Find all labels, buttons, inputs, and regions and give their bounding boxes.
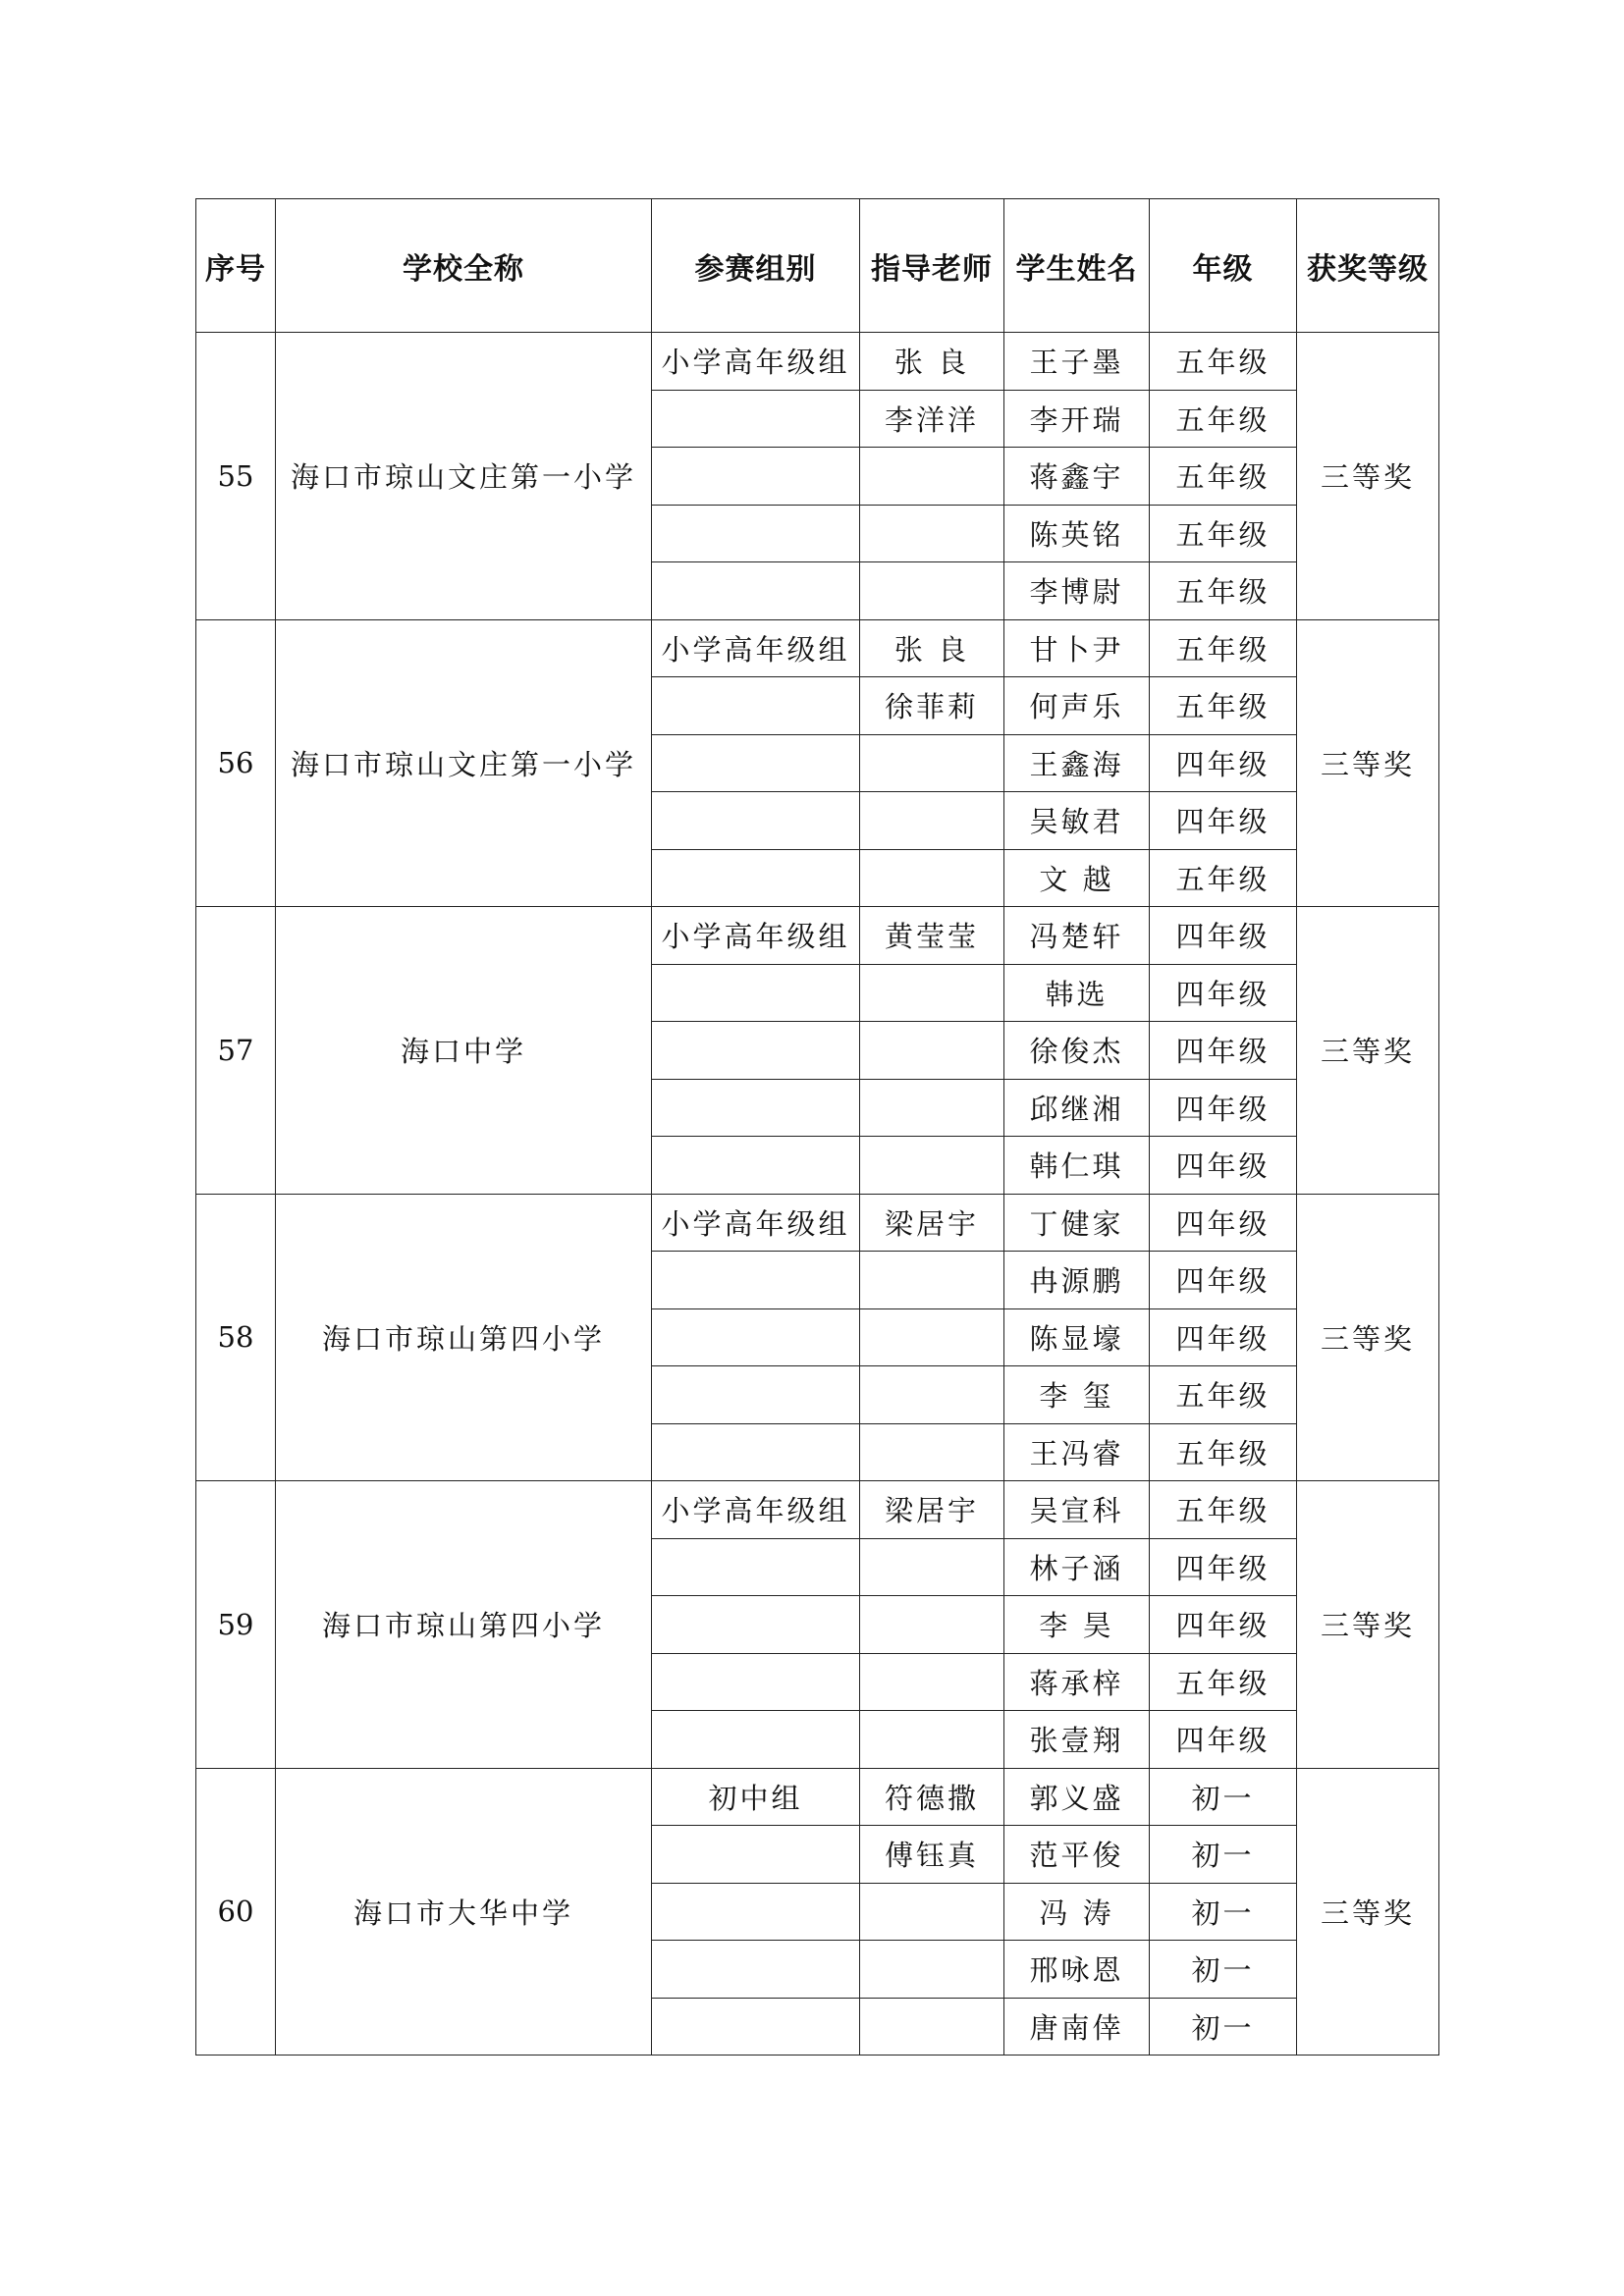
student-name: 林子涵 xyxy=(1004,1538,1150,1596)
teacher-name xyxy=(860,1653,1004,1711)
student-name: 冯 涛 xyxy=(1004,1883,1150,1941)
teacher-name xyxy=(860,1366,1004,1424)
teacher-name xyxy=(860,849,1004,907)
student-name: 陈显壕 xyxy=(1004,1308,1150,1366)
competition-group xyxy=(652,1711,860,1769)
grade-level: 五年级 xyxy=(1150,1423,1297,1481)
student-name: 吴宣科 xyxy=(1004,1481,1150,1539)
grade-level: 五年级 xyxy=(1150,619,1297,677)
teacher-name xyxy=(860,448,1004,506)
teacher-name xyxy=(860,1079,1004,1137)
student-name: 张壹翔 xyxy=(1004,1711,1150,1769)
school-name: 海口中学 xyxy=(276,907,652,1195)
student-name: 郭义盛 xyxy=(1004,1768,1150,1826)
student-name: 徐俊杰 xyxy=(1004,1022,1150,1080)
school-name: 海口市琼山文庄第一小学 xyxy=(276,619,652,907)
competition-group xyxy=(652,734,860,792)
competition-group xyxy=(652,1596,860,1654)
student-name: 冉源鹏 xyxy=(1004,1252,1150,1309)
teacher-name xyxy=(860,1308,1004,1366)
competition-group xyxy=(652,1883,860,1941)
teacher-name xyxy=(860,505,1004,562)
grade-level: 四年级 xyxy=(1150,1711,1297,1769)
grade-level: 五年级 xyxy=(1150,390,1297,448)
table-row xyxy=(196,1481,1439,1539)
teacher-name xyxy=(860,792,1004,850)
grade-level: 初一 xyxy=(1150,1941,1297,1999)
student-name: 李开瑞 xyxy=(1004,390,1150,448)
competition-group xyxy=(652,1998,860,2056)
grade-level: 四年级 xyxy=(1150,1022,1297,1080)
competition-group: 小学高年级组 xyxy=(652,1481,860,1539)
grade-level: 五年级 xyxy=(1150,333,1297,391)
grade-level: 五年级 xyxy=(1150,505,1297,562)
competition-group: 小学高年级组 xyxy=(652,1194,860,1252)
entry-number: 59 xyxy=(196,1481,276,1769)
school-name: 海口市琼山文庄第一小学 xyxy=(276,333,652,620)
grade-level: 五年级 xyxy=(1150,448,1297,506)
grade-level: 四年级 xyxy=(1150,1137,1297,1195)
student-name: 李 昊 xyxy=(1004,1596,1150,1654)
award-level: 三等奖 xyxy=(1297,1194,1439,1481)
entry-number: 57 xyxy=(196,907,276,1195)
grade-level: 四年级 xyxy=(1150,792,1297,850)
header-school: 学校全称 xyxy=(276,199,652,333)
student-name: 邢咏恩 xyxy=(1004,1941,1150,1999)
teacher-name xyxy=(860,1137,1004,1195)
school-name: 海口市琼山第四小学 xyxy=(276,1481,652,1769)
grade-level: 四年级 xyxy=(1150,1252,1297,1309)
award-level: 三等奖 xyxy=(1297,907,1439,1195)
entry-number: 56 xyxy=(196,619,276,907)
competition-group: 小学高年级组 xyxy=(652,333,860,391)
student-name: 韩选 xyxy=(1004,964,1150,1022)
header-no: 序号 xyxy=(196,199,276,333)
grade-level: 四年级 xyxy=(1150,734,1297,792)
competition-group: 初中组 xyxy=(652,1768,860,1826)
competition-group xyxy=(652,1538,860,1596)
grade-level: 四年级 xyxy=(1150,1194,1297,1252)
header-award: 获奖等级 xyxy=(1297,199,1439,333)
teacher-name: 符德撒 xyxy=(860,1768,1004,1826)
grade-level: 初一 xyxy=(1150,1998,1297,2056)
competition-group xyxy=(652,390,860,448)
student-name: 何声乐 xyxy=(1004,677,1150,735)
competition-group xyxy=(652,1079,860,1137)
competition-group xyxy=(652,1252,860,1309)
student-name: 甘卜尹 xyxy=(1004,619,1150,677)
student-name: 范平俊 xyxy=(1004,1826,1150,1884)
competition-group xyxy=(652,1366,860,1424)
student-name: 陈英铭 xyxy=(1004,505,1150,562)
teacher-name xyxy=(860,1423,1004,1481)
student-name: 王子墨 xyxy=(1004,333,1150,391)
grade-level: 四年级 xyxy=(1150,1308,1297,1366)
grade-level: 四年级 xyxy=(1150,1538,1297,1596)
competition-group xyxy=(652,1941,860,1999)
teacher-name xyxy=(860,1883,1004,1941)
grade-level: 五年级 xyxy=(1150,849,1297,907)
teacher-name xyxy=(860,1998,1004,2056)
school-name: 海口市琼山第四小学 xyxy=(276,1194,652,1481)
grade-level: 初一 xyxy=(1150,1826,1297,1884)
teacher-name xyxy=(860,1252,1004,1309)
student-name: 李博尉 xyxy=(1004,562,1150,620)
teacher-name xyxy=(860,964,1004,1022)
student-name: 王鑫海 xyxy=(1004,734,1150,792)
header-grade: 年级 xyxy=(1150,199,1297,333)
student-name: 丁健家 xyxy=(1004,1194,1150,1252)
grade-level: 四年级 xyxy=(1150,1079,1297,1137)
competition-group xyxy=(652,1653,860,1711)
table-row xyxy=(196,1768,1439,1826)
competition-group xyxy=(652,849,860,907)
teacher-name xyxy=(860,1596,1004,1654)
award-level: 三等奖 xyxy=(1297,619,1439,907)
grade-level: 五年级 xyxy=(1150,562,1297,620)
competition-group xyxy=(652,1826,860,1884)
table-row xyxy=(196,619,1439,677)
teacher-name: 张 良 xyxy=(860,619,1004,677)
competition-group xyxy=(652,505,860,562)
teacher-name xyxy=(860,734,1004,792)
student-name: 王冯睿 xyxy=(1004,1423,1150,1481)
header-student: 学生姓名 xyxy=(1004,199,1150,333)
competition-group xyxy=(652,1308,860,1366)
table-row xyxy=(196,1194,1439,1252)
teacher-name: 徐菲莉 xyxy=(860,677,1004,735)
award-level: 三等奖 xyxy=(1297,1481,1439,1769)
student-name: 冯楚轩 xyxy=(1004,907,1150,965)
header-row xyxy=(196,199,1439,333)
competition-group xyxy=(652,448,860,506)
teacher-name: 梁居宇 xyxy=(860,1194,1004,1252)
entry-number: 58 xyxy=(196,1194,276,1481)
award-level: 三等奖 xyxy=(1297,333,1439,620)
entry-number: 55 xyxy=(196,333,276,620)
table-body xyxy=(196,333,1439,2056)
table-row xyxy=(196,333,1439,391)
header-teacher: 指导老师 xyxy=(860,199,1004,333)
teacher-name: 梁居宇 xyxy=(860,1481,1004,1539)
entry-number: 60 xyxy=(196,1768,276,2056)
competition-group xyxy=(652,677,860,735)
teacher-name: 傅钰真 xyxy=(860,1826,1004,1884)
competition-group: 小学高年级组 xyxy=(652,619,860,677)
student-name: 文 越 xyxy=(1004,849,1150,907)
teacher-name xyxy=(860,1538,1004,1596)
teacher-name xyxy=(860,1941,1004,1999)
grade-level: 五年级 xyxy=(1150,1653,1297,1711)
student-name: 蒋鑫宇 xyxy=(1004,448,1150,506)
teacher-name xyxy=(860,1711,1004,1769)
grade-level: 四年级 xyxy=(1150,907,1297,965)
competition-group xyxy=(652,1137,860,1195)
competition-group xyxy=(652,792,860,850)
student-name: 李 玺 xyxy=(1004,1366,1150,1424)
student-name: 邱继湘 xyxy=(1004,1079,1150,1137)
grade-level: 初一 xyxy=(1150,1768,1297,1826)
competition-group xyxy=(652,562,860,620)
award-table xyxy=(195,198,1439,2056)
grade-level: 五年级 xyxy=(1150,677,1297,735)
teacher-name: 李洋洋 xyxy=(860,390,1004,448)
school-name: 海口市大华中学 xyxy=(276,1768,652,2056)
competition-group: 小学高年级组 xyxy=(652,907,860,965)
teacher-name: 张 良 xyxy=(860,333,1004,391)
competition-group xyxy=(652,1423,860,1481)
grade-level: 四年级 xyxy=(1150,964,1297,1022)
grade-level: 初一 xyxy=(1150,1883,1297,1941)
student-name: 蒋承梓 xyxy=(1004,1653,1150,1711)
grade-level: 四年级 xyxy=(1150,1596,1297,1654)
student-name: 唐南倖 xyxy=(1004,1998,1150,2056)
table-row xyxy=(196,907,1439,965)
student-name: 韩仁琪 xyxy=(1004,1137,1150,1195)
competition-group xyxy=(652,1022,860,1080)
teacher-name: 黄莹莹 xyxy=(860,907,1004,965)
teacher-name xyxy=(860,1022,1004,1080)
grade-level: 五年级 xyxy=(1150,1366,1297,1424)
grade-level: 五年级 xyxy=(1150,1481,1297,1539)
competition-group xyxy=(652,964,860,1022)
teacher-name xyxy=(860,562,1004,620)
student-name: 吴敏君 xyxy=(1004,792,1150,850)
header-group: 参赛组别 xyxy=(652,199,860,333)
award-level: 三等奖 xyxy=(1297,1768,1439,2056)
